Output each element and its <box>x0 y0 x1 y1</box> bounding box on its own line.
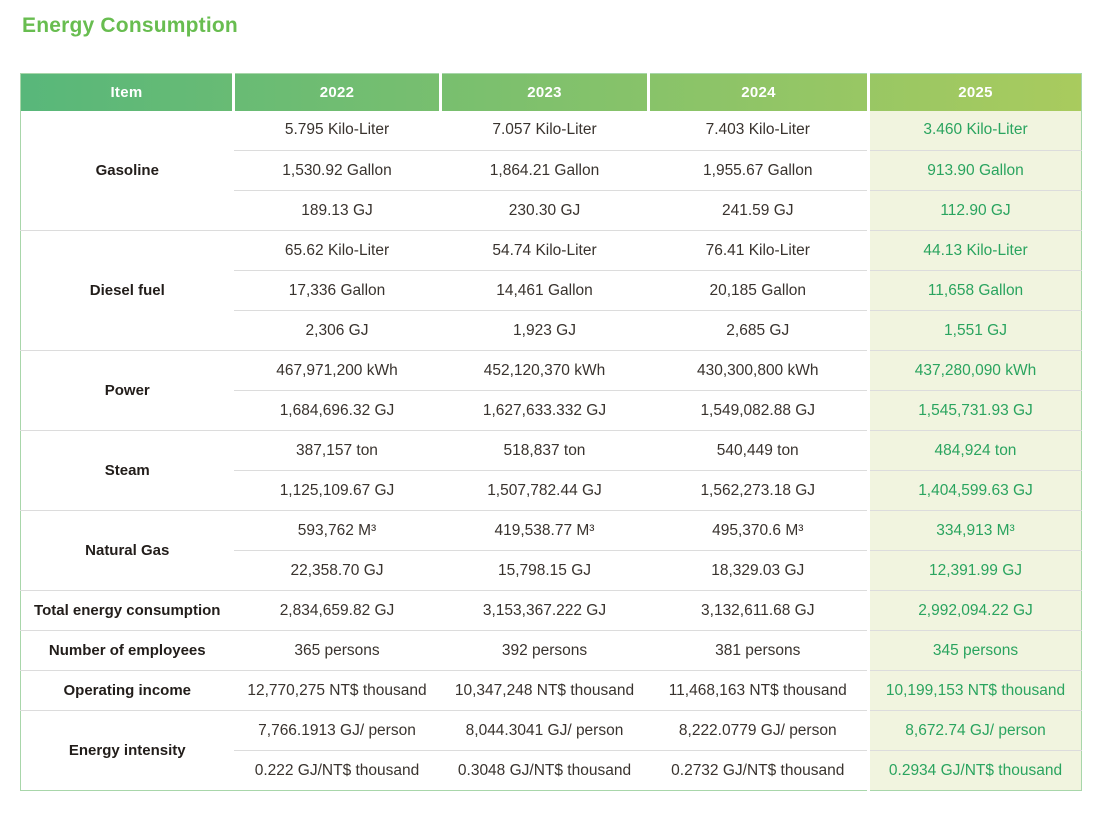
cell-number-of-employees-2022: 365 persons <box>234 631 441 671</box>
table-body <box>21 111 1082 791</box>
cell-diesel-fuel-2025-r1: 44.13 Kilo-Liter <box>869 231 1082 271</box>
cell-diesel-fuel-2022-r2: 17,336 Gallon <box>234 271 441 311</box>
table-header <box>21 74 1082 111</box>
cell-natural-gas-2025-r1: 334,913 M³ <box>869 511 1082 551</box>
cell-natural-gas-2022-r2: 22,358.70 GJ <box>234 551 441 591</box>
cell-natural-gas-2022-r1: 593,762 M³ <box>234 511 441 551</box>
cell-power-2025-r2: 1,545,731.93 GJ <box>869 391 1082 431</box>
cell-power-2023-r1: 452,120,370 kWh <box>441 351 649 391</box>
cell-power-2022-r2: 1,684,696.32 GJ <box>234 391 441 431</box>
cell-power-2023-r2: 1,627,633.332 GJ <box>441 391 649 431</box>
cell-steam-2024-r1: 540,449 ton <box>649 431 869 471</box>
cell-operating-income-2022: 12,770,275 NT$ thousand <box>234 671 441 711</box>
item-label-diesel-fuel: Diesel fuel <box>21 231 234 351</box>
item-label-steam: Steam <box>21 431 234 511</box>
cell-diesel-fuel-2024-r1: 76.41 Kilo-Liter <box>649 231 869 271</box>
cell-power-2024-r2: 1,549,082.88 GJ <box>649 391 869 431</box>
cell-energy-intensity-2022-r1: 7,766.1913 GJ/ person <box>234 711 441 751</box>
cell-energy-intensity-2023-r1: 8,044.3041 GJ/ person <box>441 711 649 751</box>
item-label-operating-income: Operating income <box>21 671 234 711</box>
item-label-gasoline: Gasoline <box>21 111 234 231</box>
cell-gasoline-2024-r2: 1,955.67 Gallon <box>649 151 869 191</box>
cell-total-energy-consumption-2023: 3,153,367.222 GJ <box>441 591 649 631</box>
table-header-row <box>21 74 1082 111</box>
cell-gasoline-2024-r3: 241.59 GJ <box>649 191 869 231</box>
cell-gasoline-2025-r3: 112.90 GJ <box>869 191 1082 231</box>
cell-gasoline-2023-r1: 7.057 Kilo-Liter <box>441 111 649 151</box>
item-label-number-of-employees: Number of employees <box>21 631 234 671</box>
cell-power-2022-r1: 467,971,200 kWh <box>234 351 441 391</box>
table-row <box>21 511 1082 551</box>
cell-number-of-employees-2023: 392 persons <box>441 631 649 671</box>
cell-gasoline-2022-r3: 189.13 GJ <box>234 191 441 231</box>
item-label-power: Power <box>21 351 234 431</box>
table-row <box>21 231 1082 271</box>
item-label-energy-intensity: Energy intensity <box>21 711 234 791</box>
cell-energy-intensity-2022-r2: 0.222 GJ/NT$ thousand <box>234 751 441 791</box>
cell-diesel-fuel-2022-r1: 65.62 Kilo-Liter <box>234 231 441 271</box>
cell-diesel-fuel-2022-r3: 2,306 GJ <box>234 311 441 351</box>
cell-gasoline-2023-r2: 1,864.21 Gallon <box>441 151 649 191</box>
cell-energy-intensity-2024-r1: 8,222.0779 GJ/ person <box>649 711 869 751</box>
item-label-total-energy-consumption: Total energy consumption <box>21 591 234 631</box>
cell-natural-gas-2023-r2: 15,798.15 GJ <box>441 551 649 591</box>
cell-steam-2025-r1: 484,924 ton <box>869 431 1082 471</box>
cell-diesel-fuel-2023-r1: 54.74 Kilo-Liter <box>441 231 649 271</box>
cell-gasoline-2022-r2: 1,530.92 Gallon <box>234 151 441 191</box>
cell-steam-2022-r1: 387,157 ton <box>234 431 441 471</box>
cell-total-energy-consumption-2022: 2,834,659.82 GJ <box>234 591 441 631</box>
column-header-2024: 2024 <box>649 74 869 111</box>
cell-steam-2025-r2: 1,404,599.63 GJ <box>869 471 1082 511</box>
cell-gasoline-2025-r2: 913.90 Gallon <box>869 151 1082 191</box>
cell-operating-income-2025: 10,199,153 NT$ thousand <box>869 671 1082 711</box>
table-row <box>21 711 1082 751</box>
cell-energy-intensity-2025-r2: 0.2934 GJ/NT$ thousand <box>869 751 1082 791</box>
cell-gasoline-2025-r1: 3.460 Kilo-Liter <box>869 111 1082 151</box>
cell-operating-income-2023: 10,347,248 NT$ thousand <box>441 671 649 711</box>
cell-diesel-fuel-2023-r3: 1,923 GJ <box>441 311 649 351</box>
cell-total-energy-consumption-2024: 3,132,611.68 GJ <box>649 591 869 631</box>
table-row <box>21 431 1082 471</box>
cell-total-energy-consumption-2025: 2,992,094.22 GJ <box>869 591 1082 631</box>
table-row <box>21 591 1082 631</box>
cell-diesel-fuel-2025-r2: 11,658 Gallon <box>869 271 1082 311</box>
cell-operating-income-2024: 11,468,163 NT$ thousand <box>649 671 869 711</box>
cell-steam-2022-r2: 1,125,109.67 GJ <box>234 471 441 511</box>
cell-energy-intensity-2025-r1: 8,672.74 GJ/ person <box>869 711 1082 751</box>
cell-steam-2024-r2: 1,562,273.18 GJ <box>649 471 869 511</box>
cell-natural-gas-2025-r2: 12,391.99 GJ <box>869 551 1082 591</box>
energy-consumption-table <box>20 73 1082 791</box>
column-header-2023: 2023 <box>441 74 649 111</box>
column-header-item: Item <box>110 83 143 101</box>
table-row <box>21 351 1082 391</box>
item-label-natural-gas: Natural Gas <box>21 511 234 591</box>
cell-number-of-employees-2025: 345 persons <box>869 631 1082 671</box>
cell-number-of-employees-2024: 381 persons <box>649 631 869 671</box>
cell-diesel-fuel-2025-r3: 1,551 GJ <box>869 311 1082 351</box>
column-header-2025: 2025 <box>869 74 1082 111</box>
cell-steam-2023-r1: 518,837 ton <box>441 431 649 471</box>
cell-power-2024-r1: 430,300,800 kWh <box>649 351 869 391</box>
table-row <box>21 631 1082 671</box>
cell-diesel-fuel-2024-r3: 2,685 GJ <box>649 311 869 351</box>
cell-gasoline-2022-r1: 5.795 Kilo-Liter <box>234 111 441 151</box>
cell-gasoline-2024-r1: 7.403 Kilo-Liter <box>649 111 869 151</box>
cell-power-2025-r1: 437,280,090 kWh <box>869 351 1082 391</box>
cell-natural-gas-2024-r2: 18,329.03 GJ <box>649 551 869 591</box>
column-header-2022: 2022 <box>234 74 441 111</box>
cell-gasoline-2023-r3: 230.30 GJ <box>441 191 649 231</box>
page-title: Energy Consumption <box>22 14 238 37</box>
table-row <box>21 671 1082 711</box>
cell-diesel-fuel-2023-r2: 14,461 Gallon <box>441 271 649 311</box>
table-row <box>21 111 1082 151</box>
cell-energy-intensity-2023-r2: 0.3048 GJ/NT$ thousand <box>441 751 649 791</box>
cell-natural-gas-2024-r1: 495,370.6 M³ <box>649 511 869 551</box>
cell-steam-2023-r2: 1,507,782.44 GJ <box>441 471 649 511</box>
cell-energy-intensity-2024-r2: 0.2732 GJ/NT$ thousand <box>649 751 869 791</box>
cell-natural-gas-2023-r1: 419,538.77 M³ <box>441 511 649 551</box>
cell-diesel-fuel-2024-r2: 20,185 Gallon <box>649 271 869 311</box>
